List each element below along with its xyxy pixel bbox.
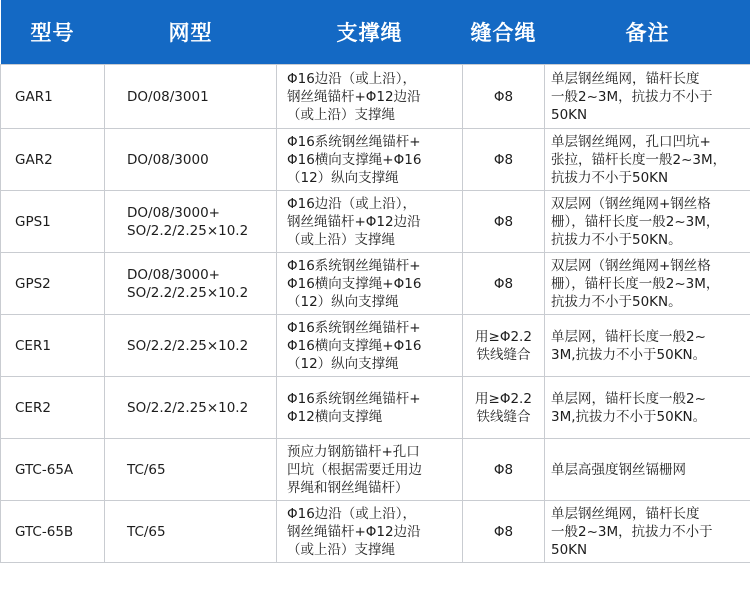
table-row — [1, 253, 750, 315]
header-net-type: 网型 — [105, 0, 277, 65]
cell-net-type: DO/08/3000+ SO/2.2/2.25×10.2 — [127, 266, 249, 301]
cell-notes: 单层钢丝绳网，孔口凹坑+ 张拉，锚杆长度一般2~3M， 抗拔力不小于50KN — [551, 133, 727, 186]
cell-support-rope: Φ16系统钢丝绳锚杆+ Φ16横向支撑绳+Φ16 （12）纵向支撑绳 — [287, 257, 422, 310]
cell-model: CER2 — [1, 377, 105, 439]
table-row — [1, 315, 750, 377]
cell-model: CER1 — [1, 315, 105, 377]
cell-net-type: SO/2.2/2.25×10.2 — [127, 399, 249, 416]
cell-model: GTC-65A — [1, 439, 105, 501]
cell-seam-rope: Φ8 — [493, 461, 514, 478]
cell-notes: 单层网，锚杆长度一般2~ 3M,抗拔力不小于50KN。 — [551, 390, 707, 425]
table-header-row — [1, 0, 750, 65]
cell-model: GAR2 — [1, 129, 105, 191]
cell-seam-rope: Φ8 — [493, 213, 514, 230]
cell-net-type: TC/65 — [127, 523, 166, 540]
cell-model: GPS1 — [1, 191, 105, 253]
cell-net-type: TC/65 — [127, 461, 166, 478]
table-row — [1, 65, 750, 129]
cell-notes: 单层高强度钢丝镉栅网 — [551, 461, 686, 478]
header-model: 型号 — [1, 0, 105, 65]
cell-seam-rope: 用≥Φ2.2 铁线缝合 — [475, 390, 532, 425]
table-row — [1, 129, 750, 191]
cell-net-type: DO/08/3000+ SO/2.2/2.25×10.2 — [127, 204, 249, 239]
cell-model: GTC-65B — [1, 501, 105, 563]
cell-notes: 单层网，锚杆长度一般2~ 3M,抗拔力不小于50KN。 — [551, 328, 707, 363]
cell-seam-rope: Φ8 — [493, 88, 514, 105]
header-seam-rope: 缝合绳 — [463, 0, 545, 65]
cell-seam-rope: Φ8 — [493, 151, 514, 168]
table-row — [1, 501, 750, 563]
cell-support-rope: Φ16边沿（或上沿）， 钢丝绳锚杆+Φ12边沿 （或上沿）支撑绳 — [287, 505, 421, 558]
cell-support-rope: Φ16边沿（或上沿）， 钢丝绳锚杆+Φ12边沿 （或上沿）支撑绳 — [287, 195, 421, 248]
cell-support-rope: Φ16系统钢丝绳锚杆+ Φ16横向支撑绳+Φ16 （12）纵向支撑绳 — [287, 133, 422, 186]
cell-net-type: DO/08/3001 — [127, 88, 209, 105]
cell-notes: 单层钢丝绳网，锚杆长度 一般2~3M，抗拔力不小于 50KN — [551, 505, 713, 558]
cell-support-rope: 预应力钢筋锚杆+孔口 凹坑（根据需要迁用边 界绳和钢丝绳锚杆） — [287, 443, 422, 496]
cell-seam-rope: Φ8 — [493, 523, 514, 540]
cell-model: GAR1 — [1, 65, 105, 129]
table-row — [1, 191, 750, 253]
cell-support-rope: Φ16系统钢丝绳锚杆+ Φ12横向支撑绳 — [287, 390, 421, 425]
header-notes: 备注 — [545, 0, 750, 65]
cell-model: GPS2 — [1, 253, 105, 315]
cell-support-rope: Φ16边沿（或上沿）， 钢丝绳锚杆+Φ12边沿 （或上沿）支撑绳 — [287, 70, 421, 123]
cell-notes: 双层网（钢丝绳网+钢丝格 栅），锚杆长度一般2~3M， 抗拔力不小于50KN。 — [551, 257, 720, 310]
table-row — [1, 439, 750, 501]
cell-seam-rope: 用≥Φ2.2 铁线缝合 — [475, 328, 532, 363]
table-row — [1, 377, 750, 439]
cell-notes: 双层网（钢丝绳网+钢丝格 栅），锚杆长度一般2~3M， 抗拔力不小于50KN。 — [551, 195, 720, 248]
cell-seam-rope: Φ8 — [493, 275, 514, 292]
cell-net-type: SO/2.2/2.25×10.2 — [127, 337, 249, 354]
cell-net-type: DO/08/3000 — [127, 151, 209, 168]
cell-support-rope: Φ16系统钢丝绳锚杆+ Φ16横向支撑绳+Φ16 （12）纵向支撑绳 — [287, 319, 422, 372]
header-support-rope: 支撑绳 — [277, 0, 463, 65]
cell-notes: 单层钢丝绳网，锚杆长度 一般2~3M，抗拔力不小于 50KN — [551, 70, 713, 123]
